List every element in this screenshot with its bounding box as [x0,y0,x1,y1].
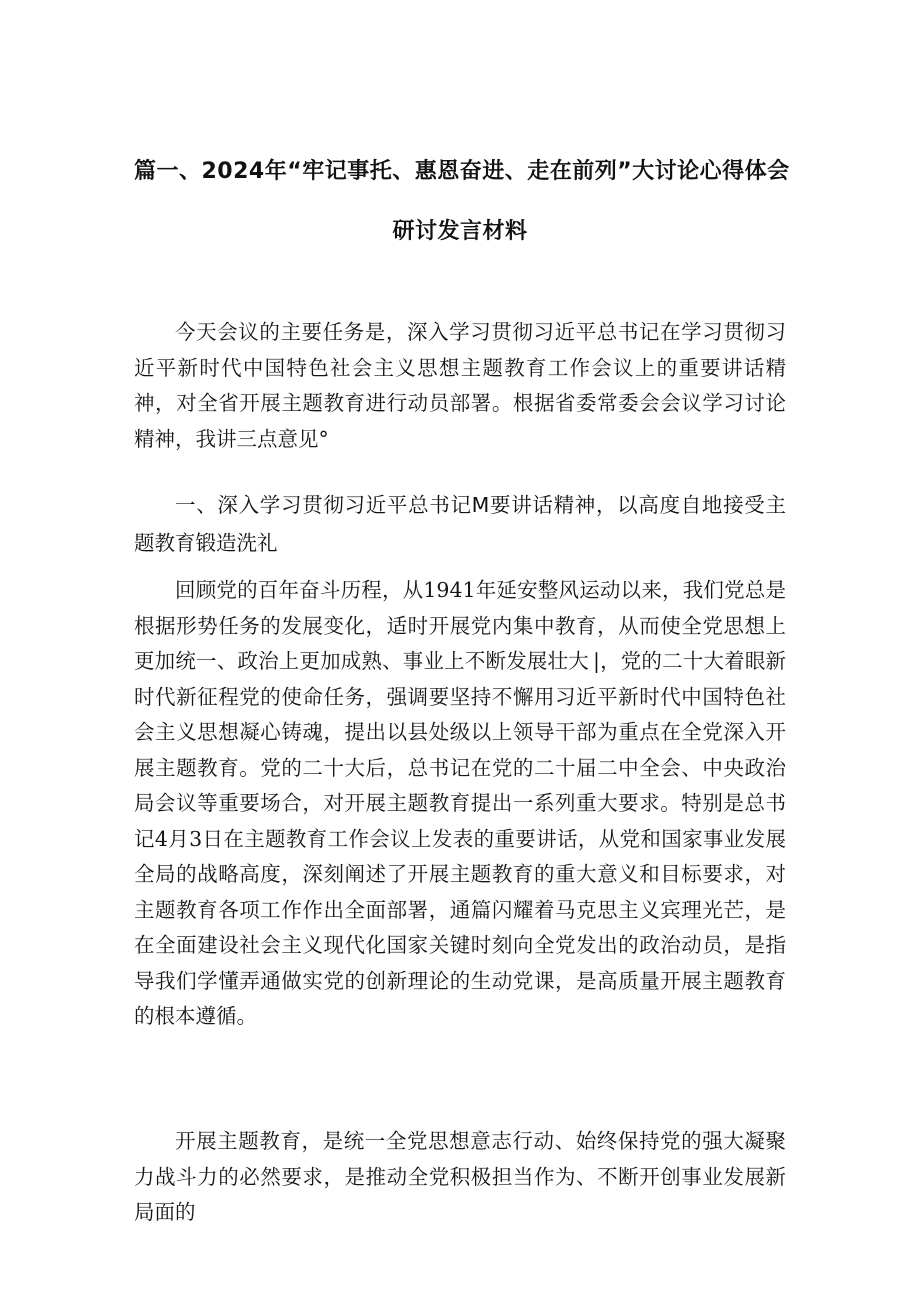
body-paragraph-theme-education: 开展主题教育，是统一全党思想意志行动、始终保持党的强大凝聚力战斗力的必然要求，是推动全党积极担当作为、不断开创事业发展新局面的 [134,1129,786,1224]
section-heading-1: 一、深入学习贯彻习近平总书记M要讲话精神，以高度自地接受主题教育锻造洗礼 [134,493,786,555]
document-title-line-1: 篇一、2024年“牢记事托、惠恩奋进、走在前列”大讨论心得体会 [134,159,790,184]
intro-paragraph: 今天会议的主要任务是，深入学习贯彻习近平总书记在学习贯彻习近平新时代中国特色社会主义思想主题教育工作会议上的重要讲话精神，对全省开展主题教育进行动员部署。根据省委常委会会议学习讨论精神，我讲三点意见° [134,320,786,451]
body-paragraph-history: 回顾党的百年奋斗历程，从1941年延安整风运动以来，我们党总是根据形势任务的发展变化，适时开展党内集中教育，从而使全党思想上更加统一、政治上更加成熟、事业上不断发展壮大 |，党的二十大着眼新时代新征程党的使命任务，强调要坚持不懈用习近平新时代中国特色社会主义思想凝心铸魂，提出以县处级以上领导干部为重点在全党深入开展主题教育。党的二十大后，总书记在党的二十届二中全会、中央政治局会议等重要场合，对开展主题教育提出一系列重大要求。特别是总书记4月3日在主题教育工作会议上发表的重要讲话，从党和国家事业发展全局的战略高度，深刻阐述了开展主题教育的重大意义和目标要求，对主题教育各项工作作出全面部署，通篇闪耀着马克思主义宾理光芒，是在全面建设社会主义现代化国家关键时刻向全党发出的政治动员，是指导我们学懂弄通做实党的创新理论的生动党课，是高质量开展主题教育的根本遵循。 [134,578,786,1028]
document-title-line-2: 研讨发言材料 [392,219,528,244]
